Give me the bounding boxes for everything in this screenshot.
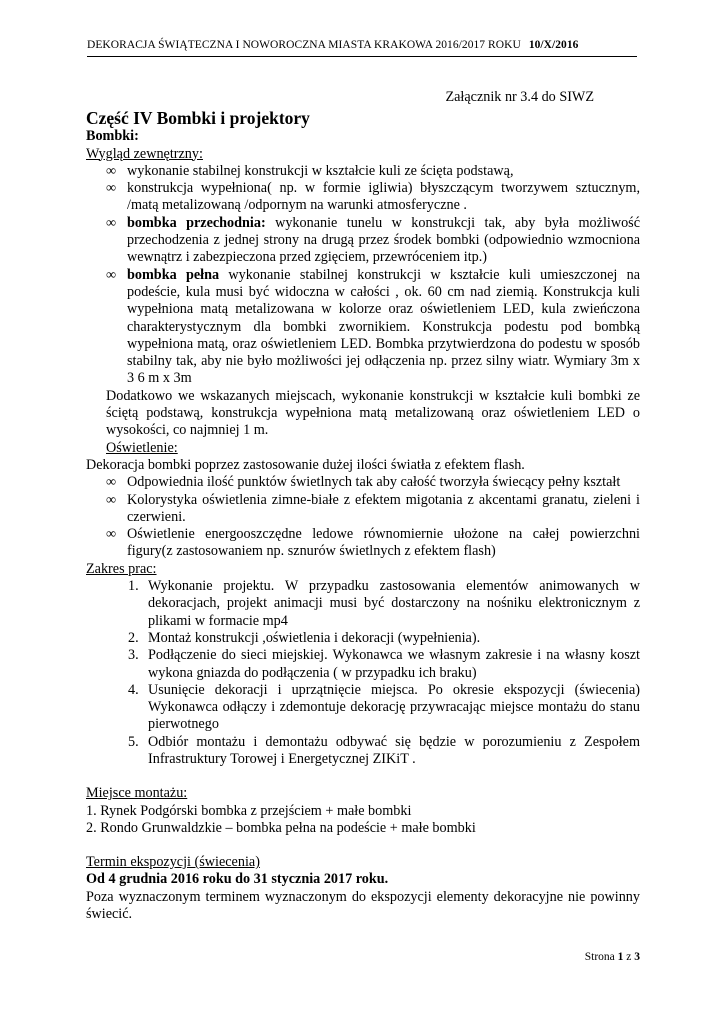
infinity-bullet-icon: ∞ [106,180,117,197]
list-item: 3. Podłączenie do sieci miejskiej. Wykonawca we własnym zakresie i na własny koszt wykona gniazda do podłączenia ( w przypadku ich braku) [128,647,640,681]
list-item: 4. Usunięcie dekoracji i uprzątnięcie miejsca. Po okresie ekspozycji (świecenia) Wykonawca odłączy i zdemontuje dekorację przywracając miejsce montażu do stanu pierwotnego [128,681,640,733]
infinity-bullet-icon: ∞ [106,526,117,543]
list-item: 1. Wykonanie projektu. W przypadku zastosowania elementów animowanych w dekoracjach, projekt animacji musi być dostarczony na nośniku elektronicznym z plikami w formacie mp4 [128,578,640,629]
term-note: Poza wyznaczonym terminem wyznaczonym do ekspozycji elementy dekoracyjne nie powinny świecić. [86,888,640,923]
list-item: ∞ Odpowiednia ilość punktów świetlnych tak aby całość tworzyła świecący pełny kształt [106,474,621,491]
list-item: ∞ Oświetlenie energooszczędne ledowe równomiernie ułożone na całej powierzchni figury(z zastosowaniem np. sznurów świetlnych z efektem flash) [106,526,640,560]
infinity-bullet-icon: ∞ [106,214,117,231]
infinity-bullet-icon: ∞ [106,162,117,179]
list-item: ∞ Kolorystyka oświetlenia zimne-białe z efektem migotania z akcentami granatu, zieleni i czerwieni. [106,491,640,525]
lighting-intro: Dekoracja bombki poprzez zastosowanie dużej ilości światła z efektem flash. [86,456,525,473]
part-title: Część IV Bombki i projektory [86,108,310,129]
infinity-bullet-icon: ∞ [106,266,117,283]
appearance-heading: Wygląd zewnętrzny: [86,145,203,162]
term-heading: Termin ekspozycji (świecenia) [86,854,260,871]
list-item: ∞ konstrukcja wypełniona( np. w formie igliwia) błyszczącym tworzywem sztucznym, /matą metalizowaną /odpornym na warunki atmosferyczne . [106,180,640,214]
page-number: Strona 1 z 3 [584,951,640,963]
annex-label: Załącznik nr 3.4 do SIWZ [445,89,594,105]
section-title: Bombki: [86,128,139,145]
header-title: DEKORACJA ŚWIĄTECZNA I NOWOROCZNA MIASTA KRAKOWA 2016/2017 ROKU [87,39,521,51]
scope-heading: Zakres prac: [86,560,157,577]
scope-list [86,578,640,768]
appearance-list [86,163,640,388]
location-item: 2. Rondo Grunwaldzkie – bombka pełna na podeście + małe bombki [86,819,476,836]
header-code: 10/X/2016 [528,39,579,51]
list-item: ∞ bombka pełna wykonanie stabilnej konstrukcji w kształcie kuli umieszczonej na podeście, kula musi być widoczna w całości , ok. 60 cm nad ziemią. Konstrukcja kuli wypełniona matą metalizowana w kolorze oraz oświetleniem LED, kula zwieńczona charakterystycznym dla bombki zwornikiem. Konstrukcja podestu pod bombką wypełniona matą, oraz oświetleniem LED. Bombka przytwierdzona do podestu w sposób stabilny tak, aby nie było możliwości jej odłączenia np. przez silny wiatr. Wymiary 3m x 3 6 m x 3m [106,266,641,387]
list-item: ∞ wykonanie stabilnej konstrukcji w kształcie kuli ze ścięta podstawą, [106,162,514,179]
location-item: 1. Rynek Podgórski bombka z przejściem + małe bombki [86,802,412,819]
lighting-list [86,474,640,560]
list-item: 5. Odbiór montażu i demontażu odbywać się będzie w porozumieniu z Zespołem Infrastruktury Torowej i Energetycznej ZIKiT . [128,733,640,767]
appearance-additional: Dodatkowo we wskazanych miejscach, wykonanie konstrukcji w kształcie kuli bombki ze ściętą podstawą, konstrukcja wypełniona matą metalizowaną oraz oświetleniem LED o wysokości, co najmniej 1 m. [106,387,640,439]
page-header [87,39,637,57]
lighting-heading: Oświetlenie: [106,439,178,456]
infinity-bullet-icon: ∞ [106,474,117,491]
infinity-bullet-icon: ∞ [106,491,117,508]
list-item: ∞ bombka przechodnia: wykonanie tunelu w konstrukcji tak, aby była możliwość przechodzenia z jednej strony na drugą przez środek bombki (odpowiednio wzmocniona wewnątrz i zabezpieczona przed zgięciem, przewróceniem itp.) [106,214,640,266]
location-heading: Miejsce montażu: [86,785,188,802]
term-dates: Od 4 grudnia 2016 roku do 31 stycznia 2017 roku. [86,871,389,888]
document-body [86,89,640,923]
list-item: 2. Montaż konstrukcji ,oświetlenia i dekoracji (wypełnienia). [128,629,481,646]
